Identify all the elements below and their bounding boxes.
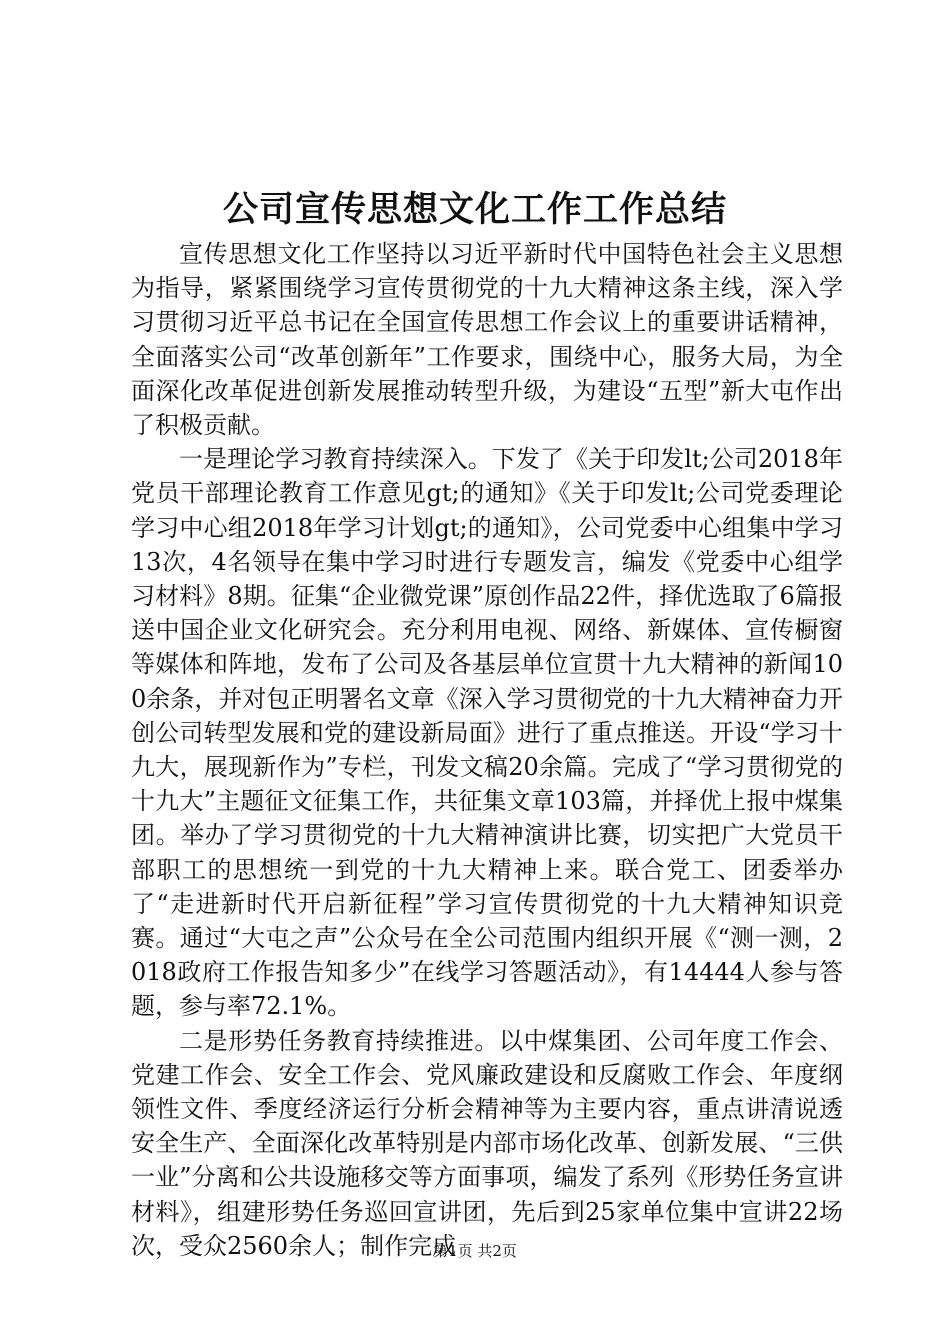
- paragraph-theory-study: 一是理论学习教育持续深入。下发了《关于印发lt;公司2018年党员干部理论教育工作意见gt;的通知》《关于印发lt;公司党委理论学习中心组2018年学习计划gt;的通知》，公司党委中心组集中学习13次，4名领导在集中学习时进行专题发言，编发《党委中心组学习材料》8期。征集“企业微党课”原创作品22件，择优选取了6篇报送中国企业文化研究会。充分利用电视、网络、新媒体、宣传橱窗等媒体和阵地，发布了公司及各基层单位宣贯十九大精神的新闻100余条，并对包正明署名文章《深入学习贯彻党的十九大精神奋力开创公司转型发展和党的建设新局面》进行了重点推送。开设“学习十九大，展现新作为”专栏，刊发文稿20余篇。完成了“学习贯彻党的十九大”主题征文征集工作，共征集文章103篇，并择优上报中煤集团。举办了学习贯彻党的十九大精神演讲比赛，切实把广大党员干部职工的思想统一到党的十九大精神上来。联合党工、团委举办了“走进新时代开启新征程”学习宣传贯彻党的十九大精神知识竞赛。通过“大屯之声”公众号在全公司范围内组织开展《“测一测，2018政府工作报告知多少”在线学习答题活动》，有14444人参与答题，参与率72.1%。: [131, 445, 843, 1021]
- document-title: 公司宣传思想文化工作工作总结: [222, 189, 727, 230]
- document-body: [131, 237, 843, 1263]
- page-footer: 第1页 共2页: [433, 1242, 517, 1260]
- paragraph-situation-education: 二是形势任务教育持续推进。以中煤集团、公司年度工作会、党建工作会、安全工作会、党风廉政建设和反腐败工作会、年度纲领性文件、季度经济运行分析会精神等为主要内容，重点讲清说透安全生产、全面深化改革特别是内部市场化改革、创新发展、“三供一业”分离和公共设施移交等方面事项，编发了系列《形势任务宣讲材料》，组建形势任务巡回宣讲团，先后到25家单位集中宣讲22场次，受众2560余人；制作完成: [131, 1026, 843, 1260]
- paragraph-intro: 宣传思想文化工作坚持以习近平新时代中国特色社会主义思想为指导，紧紧围绕学习宣传贯彻党的十九大精神这条主线，深入学习贯彻习近平总书记在全国宣传思想工作会议上的重要讲话精神，全面落实公司“改革创新年”工作要求，围绕中心，服务大局，为全面深化改革促进创新发展推动转型升级，为建设“五型”新大屯作出了积极贡献。: [131, 240, 843, 440]
